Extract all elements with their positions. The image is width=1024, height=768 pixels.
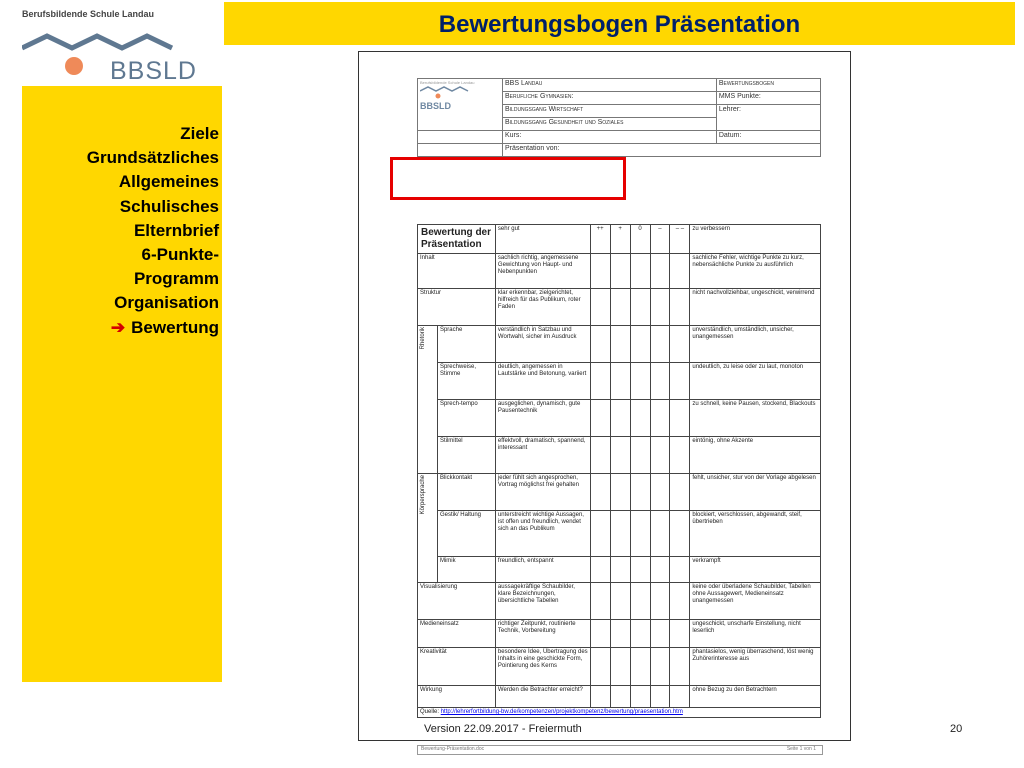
criterion-good: Werden die Betrachter erreicht? — [495, 686, 590, 708]
criterion-good: effektvoll, dramatisch, spannend, interessant — [495, 437, 590, 474]
criterion-good: besondere Idee, Übertragung des Inhalts in eine geschickte Form, Pointierung des Kerns — [495, 648, 590, 686]
sidebar-item-label: Bewertung — [131, 317, 219, 337]
rating-cell[interactable] — [610, 474, 630, 511]
criterion-stilmittel: Stilmittel — [437, 437, 495, 474]
rating-cell[interactable] — [670, 648, 690, 686]
scale-m: – — [650, 225, 670, 254]
criterion-good: richtiger Zeitpunkt, routinierte Technik, Vorbereitung — [495, 620, 590, 648]
program-line2: Bildungsgang Wirtschaft — [503, 105, 717, 118]
scale-p: + — [610, 225, 630, 254]
criterion-sprache: Sprache — [437, 326, 495, 363]
criterion-bad: eintönig, ohne Akzente — [690, 437, 821, 474]
criterion-bad: fehlt, unsicher, stur von der Vorlage abgelesen — [690, 474, 821, 511]
rating-cell[interactable] — [650, 437, 670, 474]
criterion-bad: sachliche Fehler, wichtige Punkte zu kurz, nebensächliche Punkte zu ausführlich — [690, 254, 821, 289]
rating-cell[interactable] — [650, 557, 670, 583]
criterion-good: ausgeglichen, dynamisch, gute Pausentechnik — [495, 400, 590, 437]
source-link[interactable]: http://lehrerfortbildung-bw.de/kompetenzen/projektkompetenz/bewertung/praesentation.htm — [440, 709, 683, 715]
form-header-table — [417, 78, 821, 157]
criterion-good: deutlich, angemessen in Lautstärke und Betonung, variiert — [495, 363, 590, 400]
rating-cell[interactable] — [650, 474, 670, 511]
criterion-good: verständlich in Satzbau und Wortwahl, sicher im Ausdruck — [495, 326, 590, 363]
criterion-sprechweise: Sprechweise, Stimme — [437, 363, 495, 400]
mini-logo — [418, 79, 503, 131]
title-bar — [222, 2, 1015, 45]
criterion-bad: keine oder überladene Schaubilder, Tabellen ohne Aussagewert, Medieneinsatz unangemessen — [690, 583, 821, 620]
rating-cell[interactable] — [610, 511, 630, 557]
rating-cell[interactable] — [670, 400, 690, 437]
presenter-field: Präsentation von: — [503, 144, 821, 157]
criterion-bad: verkrampft — [690, 557, 821, 583]
form-document — [358, 51, 851, 752]
mini-logo-roof-icon — [420, 85, 480, 99]
rating-cell[interactable] — [650, 254, 670, 289]
program-line3: Bildungsgang Gesundheit und Soziales — [503, 118, 717, 131]
rating-cell[interactable] — [610, 648, 630, 686]
rating-cell[interactable] — [610, 400, 630, 437]
course-field: Kurs: — [503, 131, 717, 144]
rating-cell[interactable] — [670, 511, 690, 557]
sidebar — [22, 86, 222, 682]
criterion-struktur: Struktur — [418, 289, 496, 326]
page-number: 20 — [950, 723, 963, 735]
sidebar-nav — [87, 122, 219, 340]
rating-cell[interactable] — [590, 289, 610, 326]
rating-cell[interactable] — [650, 289, 670, 326]
criterion-good: klar erkennbar, zielgerichtet, hilfreich für das Publikum, roter Faden — [495, 289, 590, 326]
criterion-wirkung: Wirkung — [418, 686, 496, 708]
rating-cell[interactable] — [630, 400, 650, 437]
source-row — [418, 708, 821, 718]
rating-cell[interactable] — [630, 437, 650, 474]
rating-cell[interactable] — [610, 254, 630, 289]
criterion-gestik: Gestik/ Haltung — [437, 511, 495, 557]
criterion-good: aussagekräftige Schaubilder, klare Bezeichnungen, übersichtliche Tabellen — [495, 583, 590, 620]
arrow-right-icon: ➔ — [110, 317, 126, 337]
rating-cell[interactable] — [670, 254, 690, 289]
rating-cell[interactable] — [610, 437, 630, 474]
criterion-blickkontakt: Blickkontakt — [437, 474, 495, 511]
rating-cell[interactable] — [630, 289, 650, 326]
rating-cell[interactable] — [610, 363, 630, 400]
rating-cell[interactable] — [670, 583, 690, 620]
scale-good: sehr gut — [495, 225, 590, 254]
rating-cell[interactable] — [590, 254, 610, 289]
grid-title: Bewertung der Präsentation — [418, 225, 496, 254]
sidebar-item-schulisches[interactable]: Schulisches — [119, 196, 219, 216]
rating-cell[interactable] — [650, 326, 670, 363]
rating-cell[interactable] — [590, 583, 610, 620]
mini-logo-school: Berufsbildende Schule Landau — [420, 80, 475, 85]
sidebar-item-grundsaetzliches[interactable]: Grundsätzliches — [86, 148, 219, 168]
criterion-visualisierung: Visualisierung — [418, 583, 496, 620]
empty-cell — [418, 144, 503, 157]
group-koerpersprache-label: Körpersprache — [420, 475, 426, 515]
rating-cell[interactable] — [610, 620, 630, 648]
rating-cell[interactable] — [650, 686, 670, 708]
rating-cell[interactable] — [630, 583, 650, 620]
rating-cell[interactable] — [670, 686, 690, 708]
rating-cell[interactable] — [630, 686, 650, 708]
rating-cell[interactable] — [630, 474, 650, 511]
rating-cell[interactable] — [670, 557, 690, 583]
rating-cell[interactable] — [650, 620, 670, 648]
rating-cell[interactable] — [670, 363, 690, 400]
rating-cell[interactable] — [650, 363, 670, 400]
group-rhetorik — [418, 326, 438, 474]
rating-cell[interactable] — [650, 583, 670, 620]
doc-footer — [417, 745, 823, 755]
criterion-bad: ohne Bezug zu den Betrachtern — [690, 686, 821, 708]
rating-cell[interactable] — [610, 583, 630, 620]
form-type-cell: Bewertungsbogen — [716, 79, 820, 92]
rating-cell[interactable] — [630, 557, 650, 583]
rating-grid — [417, 224, 821, 718]
scale-bad: zu verbessern — [690, 225, 821, 254]
criterion-sprechtempo: Sprech-tempo — [437, 400, 495, 437]
rating-cell[interactable] — [670, 437, 690, 474]
rating-cell[interactable] — [670, 620, 690, 648]
criterion-bad: undeutlich, zu leise oder zu laut, monoton — [690, 363, 821, 400]
criterion-good: jeder fühlt sich angesprochen, Vortrag möglichst frei gehalten — [495, 474, 590, 511]
rating-cell[interactable] — [630, 620, 650, 648]
rating-cell[interactable] — [650, 400, 670, 437]
criterion-good: unterstreicht wichtige Aussagen, ist offen und freundlich, wendet sich an das Publikum — [495, 511, 590, 557]
sidebar-item-6-punkte[interactable]: 6-Punkte- — [141, 245, 219, 265]
rating-cell[interactable] — [630, 326, 650, 363]
doc-page-info: Seite 1 von 1 — [786, 746, 816, 752]
criterion-medieneinsatz: Medieneinsatz — [418, 620, 496, 648]
scale-pp: ++ — [590, 225, 610, 254]
teacher-field: Lehrer: — [716, 105, 820, 131]
criterion-good: sachlich richtig, angemessene Gewichtung von Haupt- und Nebenpunkten — [495, 254, 590, 289]
rating-cell[interactable] — [630, 648, 650, 686]
criterion-bad: zu schnell, keine Pausen, stockend, Blackouts — [690, 400, 821, 437]
rating-cell[interactable] — [610, 326, 630, 363]
version-footer: Version 22.09.2017 - Freiermuth — [424, 723, 582, 735]
rating-cell[interactable] — [630, 254, 650, 289]
criterion-kreativitaet: Kreativität — [418, 648, 496, 686]
rating-cell[interactable] — [590, 474, 610, 511]
rating-cell[interactable] — [670, 289, 690, 326]
criterion-bad: phantasielos, wenig überraschend, löst wenig Zuhörerinteresse aus — [690, 648, 821, 686]
mini-logo-short: BBSLD — [420, 101, 451, 111]
criterion-good: freundlich, entspannt — [495, 557, 590, 583]
criterion-mimik: Mimik — [437, 557, 495, 583]
rating-cell[interactable] — [630, 511, 650, 557]
rating-cell[interactable] — [590, 648, 610, 686]
sidebar-item-bewertung[interactable] — [87, 316, 219, 340]
sidebar-item-elternbrief[interactable]: Elternbrief — [133, 220, 219, 240]
rating-cell[interactable] — [670, 326, 690, 363]
criterion-bad: blockiert, verschlossen, abgewandt, steif, übertrieben — [690, 511, 821, 557]
highlight-box — [390, 157, 626, 200]
sidebar-item-programm[interactable]: Programm — [133, 269, 219, 289]
rating-cell[interactable] — [590, 557, 610, 583]
logo-school-name: Berufsbildende Schule Landau — [22, 9, 155, 19]
rating-cell[interactable] — [590, 620, 610, 648]
rating-cell[interactable] — [610, 686, 630, 708]
group-rhetorik-label: Rhetorik — [420, 327, 426, 350]
rating-table — [417, 224, 821, 718]
rating-cell[interactable] — [670, 474, 690, 511]
criterion-bad: ungeschickt, unscharfe Einstellung, nicht leserlich — [690, 620, 821, 648]
program-line1: Berufliche Gymnasien: — [503, 92, 717, 105]
rating-cell[interactable] — [590, 511, 610, 557]
rating-cell[interactable] — [590, 400, 610, 437]
rating-cell[interactable] — [630, 363, 650, 400]
sidebar-item-allgemeines[interactable]: Allgemeines — [118, 172, 219, 192]
mms-points-field: MMS Punkte: — [716, 92, 820, 105]
doc-filename: Bewertung-Präsentation.doc — [421, 746, 485, 752]
school-name-cell: BBS Landau — [503, 79, 717, 92]
logo-short: BBSLD — [110, 57, 197, 85]
criterion-bad: nicht nachvollziehbar, ungeschickt, verwirrend — [690, 289, 821, 326]
rating-cell[interactable] — [650, 511, 670, 557]
empty-cell — [418, 131, 503, 144]
scale-mm: – – — [670, 225, 690, 254]
rating-cell[interactable] — [610, 289, 630, 326]
school-logo — [0, 0, 222, 86]
rating-cell[interactable] — [590, 437, 610, 474]
group-koerpersprache — [418, 474, 438, 583]
criterion-bad: unverständlich, umständlich, unsicher, unangemessen — [690, 326, 821, 363]
rating-cell[interactable] — [650, 648, 670, 686]
sidebar-item-ziele[interactable]: Ziele — [180, 124, 219, 143]
rating-cell[interactable] — [590, 686, 610, 708]
criterion-inhalt: Inhalt — [418, 254, 496, 289]
date-field: Datum: — [716, 131, 820, 144]
sidebar-item-organisation[interactable]: Organisation — [114, 293, 219, 313]
rating-cell[interactable] — [590, 363, 610, 400]
rating-cell[interactable] — [610, 557, 630, 583]
source-label: Quelle: — [420, 709, 440, 715]
rating-cell[interactable] — [590, 326, 610, 363]
page-title: Bewertungsbogen Präsentation — [438, 11, 801, 38]
scale-zero: 0 — [630, 225, 650, 254]
